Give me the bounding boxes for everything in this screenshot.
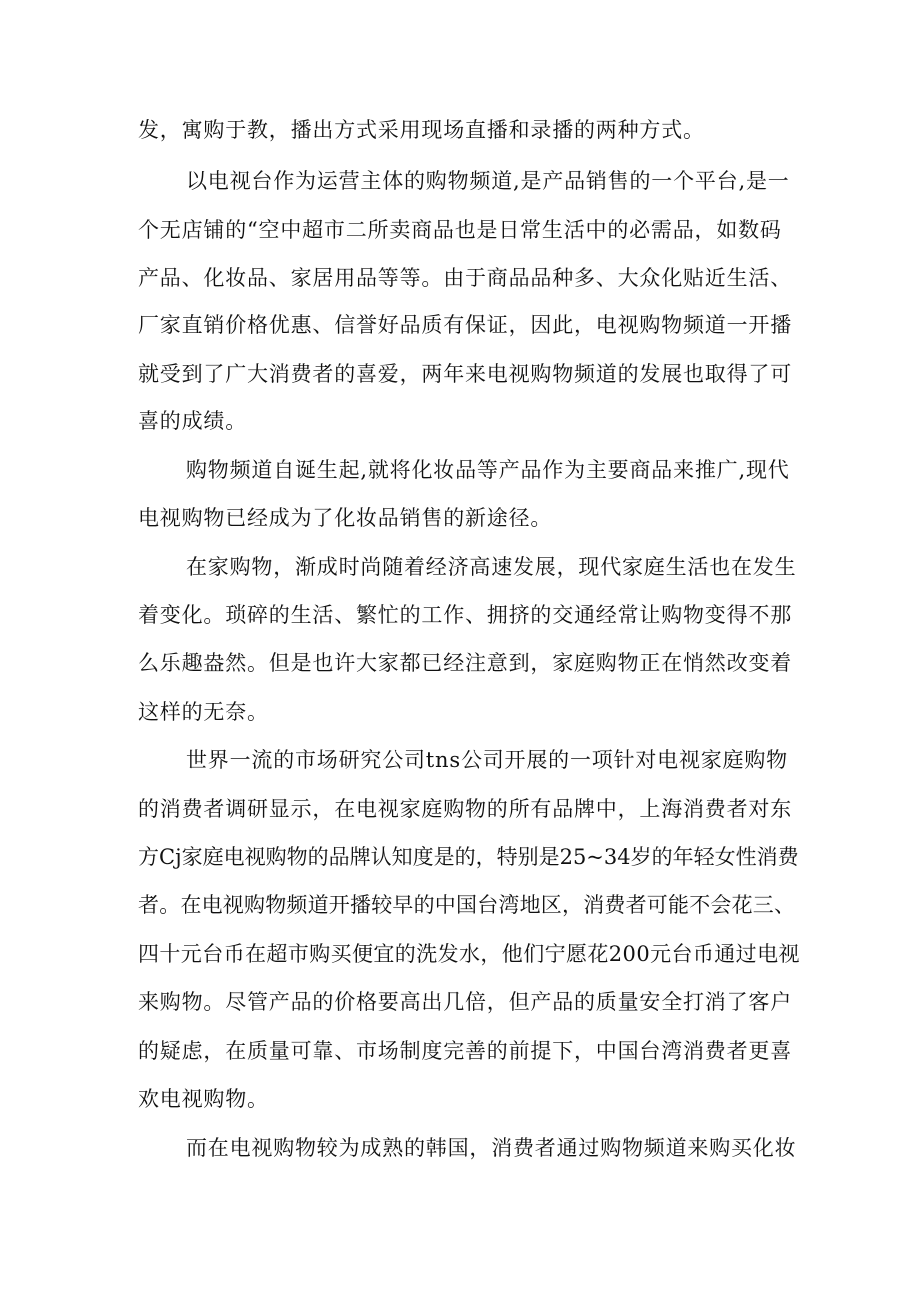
text-line: 者。在电视购物频道开播较早的中国台湾地区，消费者可能不会花三、	[138, 893, 796, 917]
text-line: 四十元台币在超市购买便宜的洗发水，他们宁愿花200元台币通过电视	[138, 942, 800, 966]
text-line: 喜的成绩。	[138, 409, 247, 433]
text-line: 而在电视购物较为成熟的韩国，消费者通过购物频道来购买化妆	[186, 1136, 797, 1160]
text-line: 电视购物已经成为了化妆品销售的新途径。	[138, 506, 553, 530]
text-line: 发，寓购于教，播出方式采用现场直播和录播的两种方式。	[138, 118, 705, 142]
text-line: 个无店铺的“空中超市二所卖商品也是日常生活中的必需品，如数码	[138, 218, 782, 242]
text-line: 厂家直销价格优惠、信誉好品质有保证，因此，电视购物频道一开播	[138, 313, 792, 337]
text-line: 在家购物，渐成时尚随着经济高速发展，现代家庭生活也在发生	[186, 555, 797, 579]
text-line: 着变化。琐碎的生活、繁忙的工作、拥挤的交通经常让购物变得不那	[138, 603, 792, 627]
text-line: 么乐趣盎然。但是也许大家都已经注意到，家庭购物正在悄然改变着	[138, 651, 792, 675]
text-line: 产品、化妆品、家居用品等等。由于商品品种多、大众化贴近生活、	[138, 266, 792, 290]
text-line: 来购物。尽管产品的价格要高出几倍，但产品的质量安全打消了客户	[138, 990, 792, 1014]
text-line: 世界一流的市场研究公司tns公司开展的一项针对电视家庭购物	[186, 748, 788, 772]
text-line: 方Cj家庭电视购物的品牌认知度是的，特别是25~34岁的年轻女性消费	[138, 845, 799, 869]
text-line: 购物频道自诞生起,就将化妆品等产品作为主要商品来推广,现代	[186, 458, 790, 482]
text-line: 以电视台作为运营主体的购物频道,是产品销售的一个平台,是一	[186, 169, 790, 193]
text-line: 的消费者调研显示，在电视家庭购物的所有品牌中，上海消费者对东	[138, 797, 792, 821]
text-line: 这样的无奈。	[138, 700, 269, 724]
text-line: 的疑虑，在质量可靠、市场制度完善的前提下，中国台湾消费者更喜	[138, 1039, 792, 1063]
text-line: 就受到了广大消费者的喜爱，两年来电视购物频道的发展也取得了可	[138, 362, 792, 386]
text-line: 欢电视购物。	[138, 1087, 269, 1111]
